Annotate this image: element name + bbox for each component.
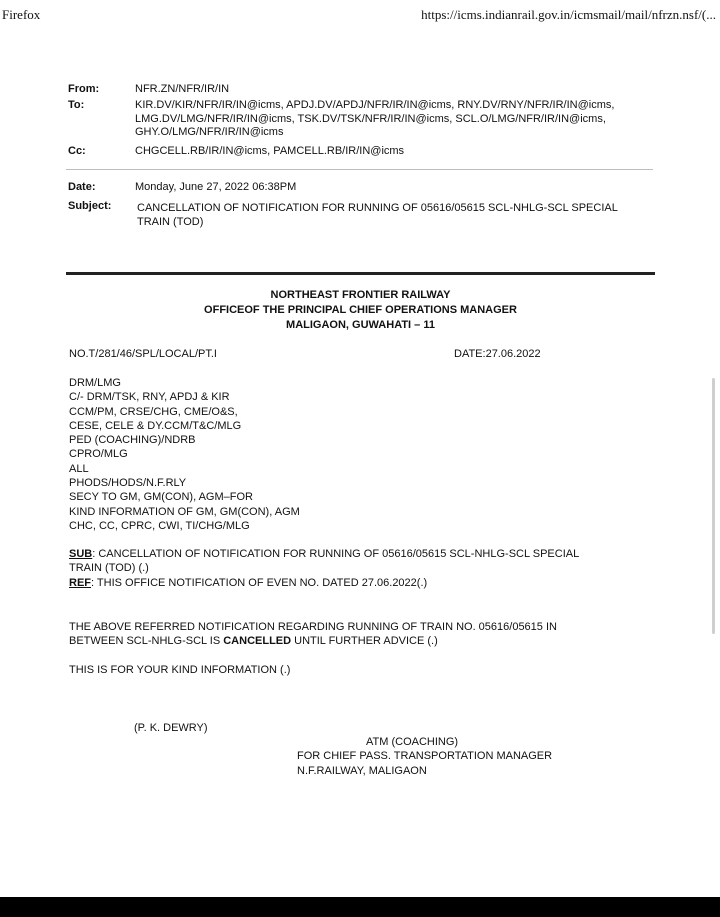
header-divider [66,169,653,170]
ref-text: : THIS OFFICE NOTIFICATION OF EVEN NO. DATED 27.06.2022(.) [91,576,428,589]
browser-name: Firefox [2,7,41,22]
recipient-item: KIND INFORMATION OF GM, GM(CON), AGM [69,505,300,518]
reference-number: NO.T/281/46/SPL/LOCAL/PT.I [69,348,217,360]
to-line: KIR.DV/KIR/NFR/IR/IN@icms, APDJ.DV/APDJ/NFR/IR/IN@icms, RNY.DV/RNY/NFR/IR/IN@icms, [135,99,615,111]
sub-text-line2: TRAIN (TOD) (.) [69,562,149,575]
recipient-item: DRM/LMG [69,377,121,389]
notice-line-a: BETWEEN SCL-NHLG-SCL IS [69,635,224,648]
letter-heading-office: OFFICEOF THE PRINCIPAL CHIEF OPERATIONS MANAGER [204,304,517,316]
recipient-item: CCM/PM, CRSE/CHG, CME/O&S, [69,405,238,418]
cc-label: Cc: [68,145,86,157]
recipient-item: ALL [69,462,89,475]
ref-label: REF [69,576,91,589]
recipient-item: CESE, CELE & DY.CCM/T&C/MLG [69,419,242,432]
subject-value [137,202,667,229]
letter-date: DATE:27.06.2022 [454,348,541,360]
recipient-list [69,376,300,533]
from-label: From: [68,83,100,95]
recipient-item: SECY TO GM, GM(CON), AGM–FOR [69,491,253,504]
browser-title-bar [0,0,720,24]
signer-designation: ATM (COACHING) [366,736,459,748]
subject-block [69,547,579,590]
notice-line-b: UNTIL FURTHER ADVICE (.) [291,635,438,648]
sub-text: : CANCELLATION OF NOTIFICATION FOR RUNNING OF 05616/05615 SCL-NHLG-SCL SPECIAL [92,548,580,560]
info-paragraph: THIS IS FOR YOUR KIND INFORMATION (.) [69,664,291,676]
to-value [135,99,665,140]
letter-heading-org: NORTHEAST FRONTIER RAILWAY [270,289,451,301]
signature-block [297,735,552,778]
recipient-item: CHC, CC, CPRC, CWI, TI/CHG/MLG [69,519,250,532]
signer-office: FOR CHIEF PASS. TRANSPORTATION MANAGER [297,750,553,763]
date-value: Monday, June 27, 2022 06:38PM [135,181,297,193]
recipient-item: C/- DRM/TSK, RNY, APDJ & KIR [69,391,230,404]
notice-paragraph [69,620,557,649]
signer-location: N.F.RAILWAY, MALIGAON [297,764,427,777]
to-line: LMG.DV/LMG/NFR/IR/IN@icms, TSK.DV/TSK/NFR/IR/IN@icms, SCL.O/LMG/NFR/IR/IN@icms, [135,112,606,125]
to-label: To: [68,99,85,111]
scrollbar[interactable] [712,378,715,634]
letter-divider [66,272,655,275]
cancelled-emphasis: CANCELLED [223,635,292,648]
cc-value: CHGCELL.RB/IR/IN@icms, PAMCELL.RB/IR/IN@icms [135,145,405,157]
letter-heading-address: MALIGAON, GUWAHATI – 11 [286,319,435,331]
url-bar[interactable]: https://icms.indianrail.gov.in/icmsmail/mail/nfrzn.nsf/(... [421,7,716,22]
recipient-item: PED (COACHING)/NDRB [69,434,196,447]
sub-label: SUB [69,548,93,560]
bottom-bar [0,897,720,917]
notice-line: THE ABOVE REFERRED NOTIFICATION REGARDING RUNNING OF TRAIN NO. 05616/05615 IN [69,621,557,633]
recipient-item: PHODS/HODS/N.F.RLY [69,477,187,490]
recipient-item: CPRO/MLG [69,448,128,461]
signer-name: (P. K. DEWRY) [134,722,208,734]
subject-line: CANCELLATION OF NOTIFICATION FOR RUNNING OF 05616/05615 SCL-NHLG-SCL SPECIAL [137,202,618,214]
to-line: GHY.O/LMG/NFR/IR/IN@icms [135,126,284,138]
subject-label: Subject: [68,200,112,212]
subject-line: TRAIN (TOD) [137,215,204,228]
date-label: Date: [68,181,96,193]
from-value: NFR.ZN/NFR/IR/IN [135,83,230,95]
